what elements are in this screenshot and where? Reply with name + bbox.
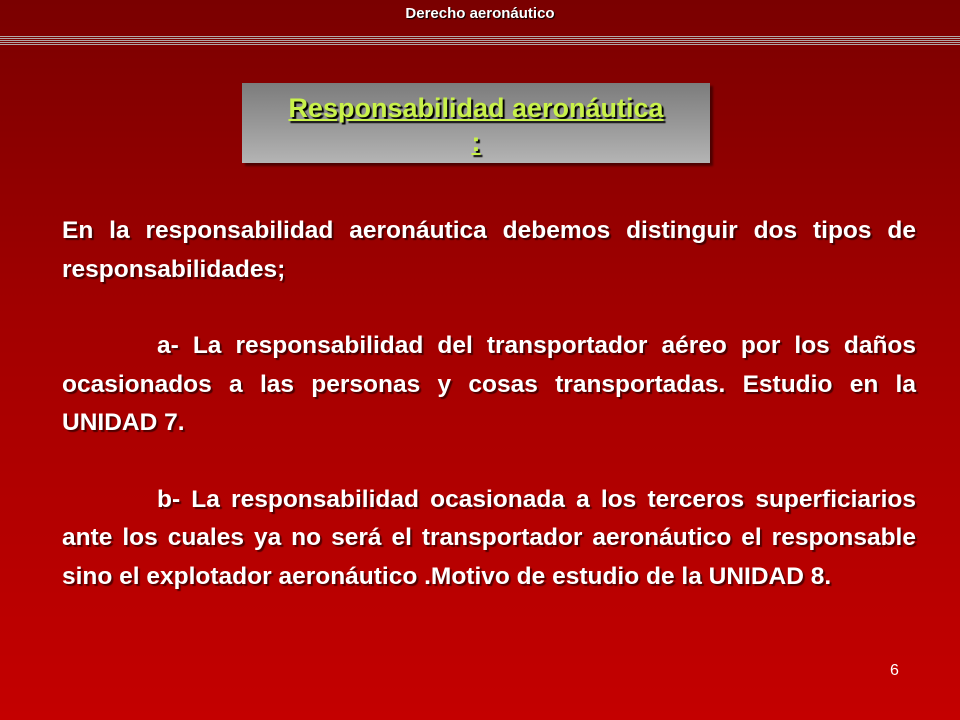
- presentation-header-title: Derecho aeronáutico: [405, 5, 555, 22]
- paragraph-spacer: [62, 289, 916, 327]
- slide-title-box: [242, 83, 710, 163]
- slide-body: [62, 212, 916, 596]
- point-b-paragraph: b- La responsabilidad ocasionada a los terceros superficiarios ante los cuales ya no será el transportador aeronáutico el responsable sino el explotador aeronáutico .Motivo de estudio de la UNIDAD 8.: [62, 485, 916, 590]
- header-divider: [0, 36, 960, 46]
- slide-title-line-1: Responsabilidad aeronáutica: [288, 93, 664, 123]
- page-number: 6: [890, 662, 899, 679]
- point-a-paragraph: a- La responsabilidad del transportador aéreo por los daños ocasionados a las personas y cosas transportadas. Estudio en la UNIDAD 7.: [62, 332, 916, 436]
- paragraph-spacer: [62, 443, 916, 481]
- intro-paragraph: En la responsabilidad aeronáutica debemos distinguir dos tipos de responsabilidades;: [62, 217, 916, 283]
- slide-title-line-2: :: [471, 127, 481, 157]
